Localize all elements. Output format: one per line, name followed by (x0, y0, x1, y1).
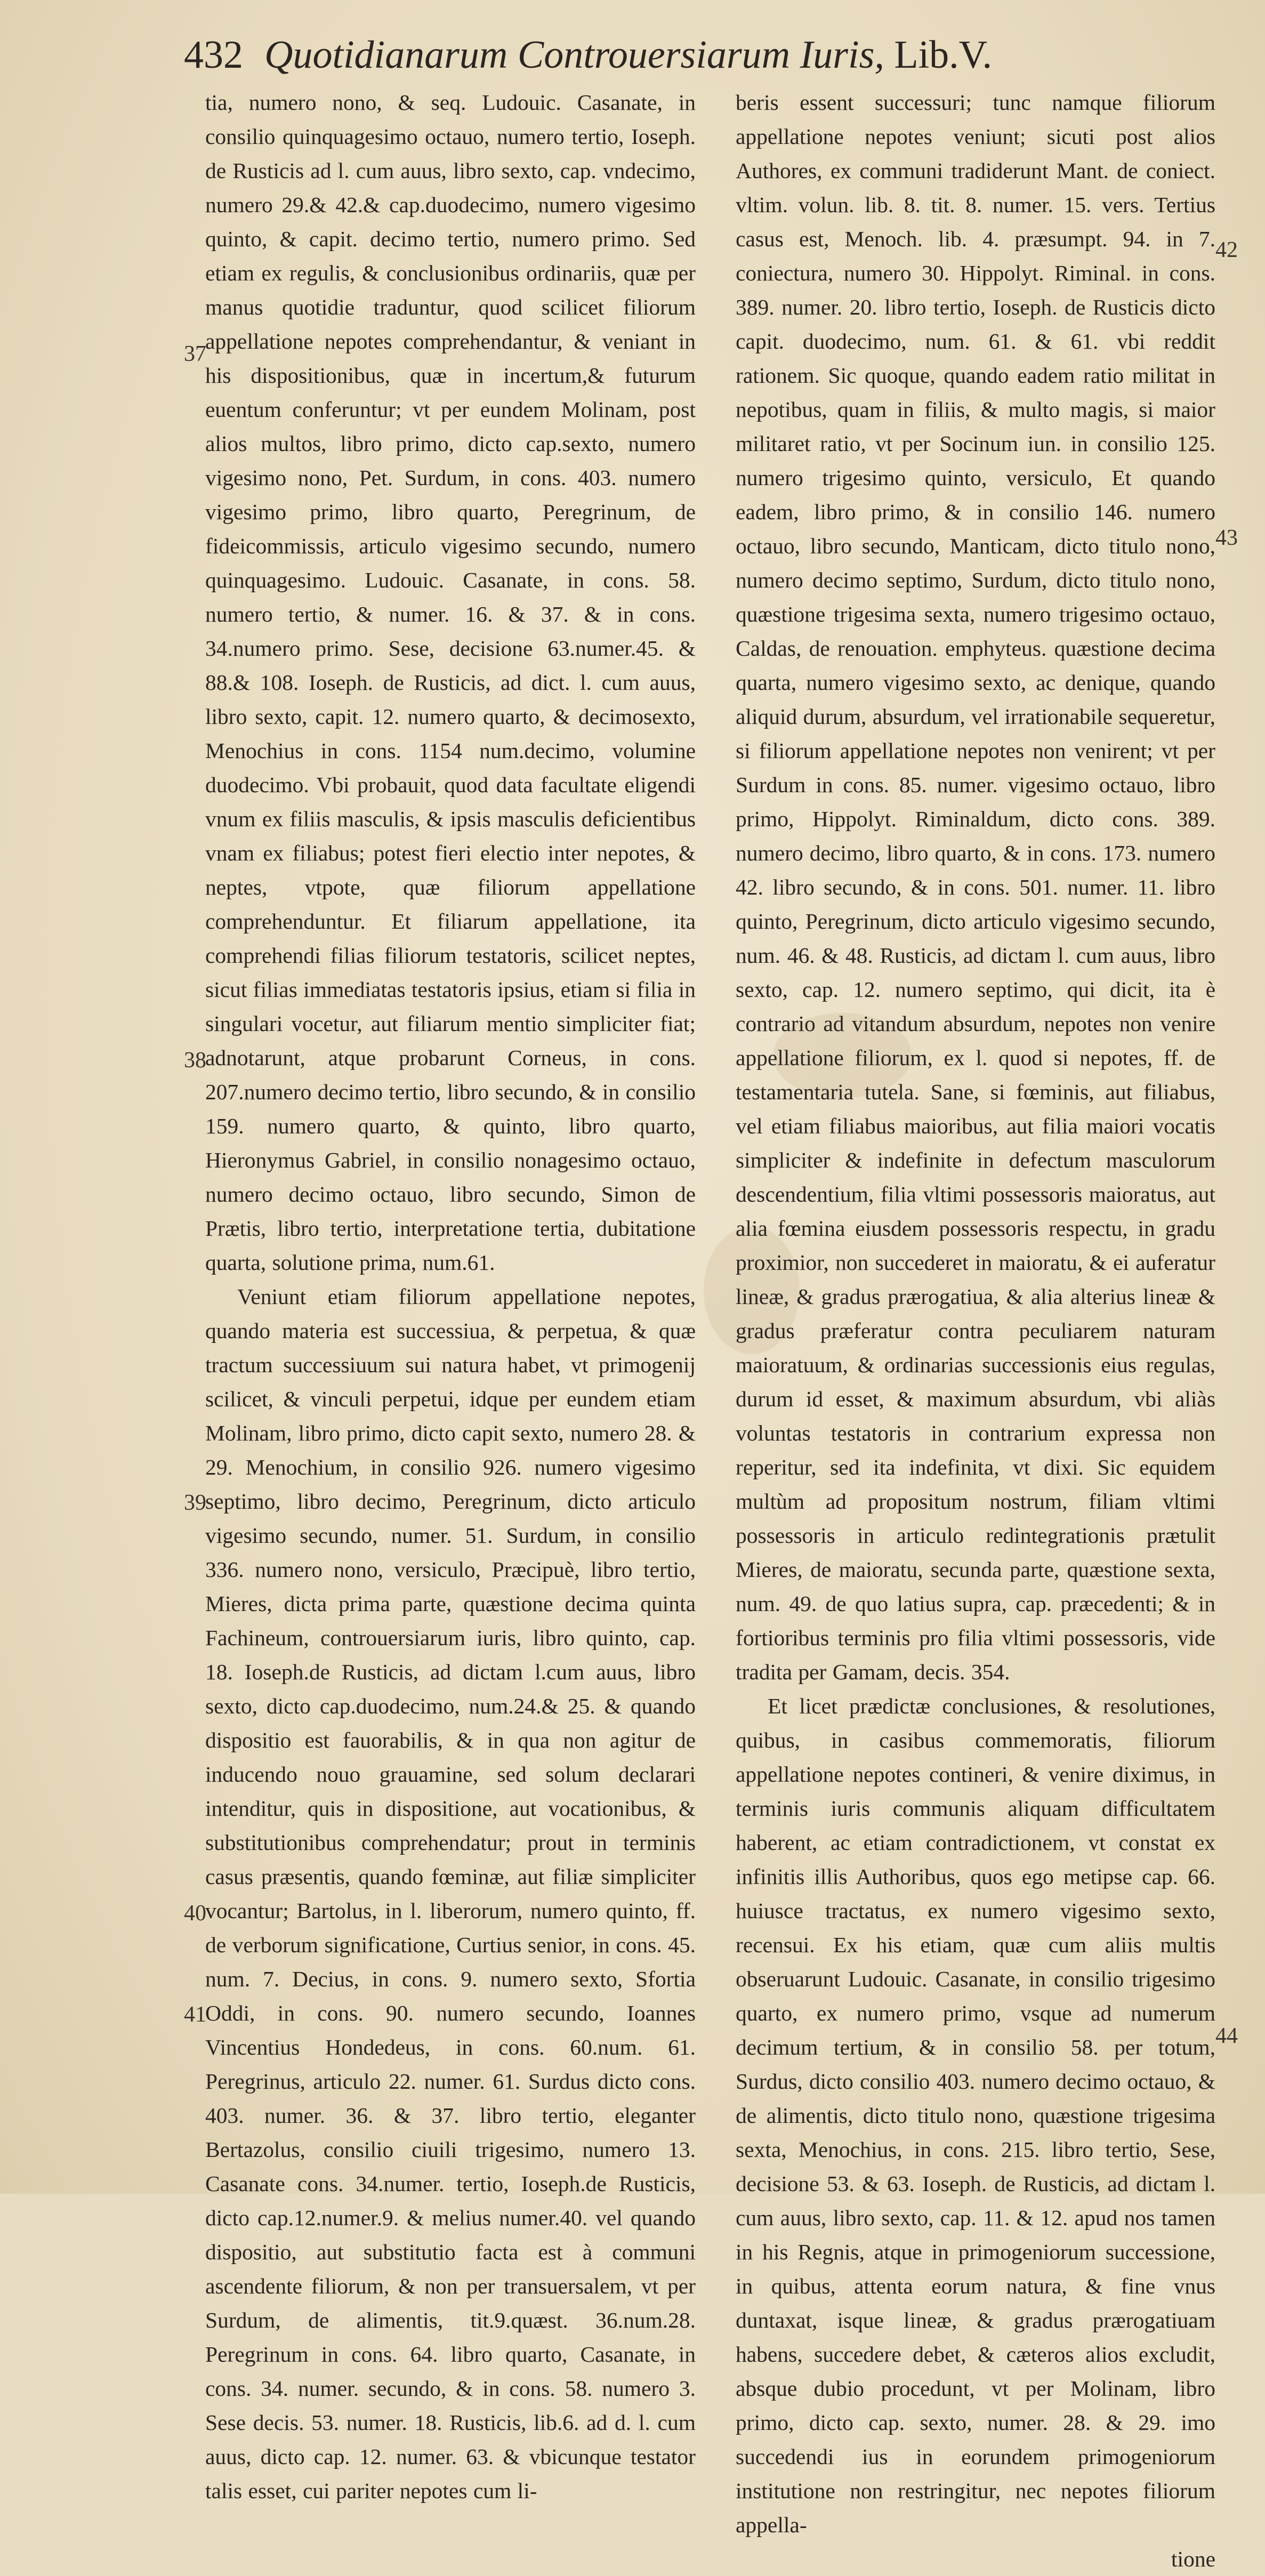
catchword: tione (1171, 2547, 1215, 2571)
left-paragraph-2: Veniunt etiam filiorum appellatione nepotes, quando materia est successiua, & perpetua, & quæ tractum successiuum sui natura habet, vt primogenij scilicet, & vinculi perpetui, idque per eundem etiam Molinam, libro primo, dicto capit sexto, numero 28. & 29. Menochium, in consilio 926. numero vigesimo septimo, libro decimo, Peregrinum, dicto articulo vigesimo secundo, numer. 51. Surdum, in consilio 336. numero nono, versiculo, Præcipuè, libro tertio, Mieres, dicta prima parte, quæstione decima quinta Fachineum, controuersiarum iuris, libro quinto, cap. 18. Ioseph.de Rusticis, ad dictam l.cum auus, libro sexto, dicto cap.duodecimo, num.24.& 25. & quando dispositio est fauorabilis, & in qua non agitur de inducendo nouo grauamine, sed solum declarari intenditur, quis in dispositione, aut vocationibus, & substitutionibus comprehendatur; prout in terminis casus præsentis, quando fœminæ, aut filiæ simpliciter vocantur; Bartolus, in l. liberorum, numero quinto, ff. de verborum significatione, Curtius senior, in cons. 45. num. 7. Decius, in cons. 9. numero sexto, Sfortia Oddi, in cons. 90. numero secundo, Ioannes Vincentius Hondedeus, in cons. 60.num. 61. Peregrinus, articulo 22. numer. 61. Surdus dicto cons. 403. numer. 36. & 37. libro tertio, eleganter Bertazolus, consilio ciuili trigesimo, numero 13. Casanate cons. 34.numer. tertio, Ioseph.de Rusticis, dicto cap.12.numer.9. & melius numer.40. vel quando dispositio, aut substitutio facta est à communi ascendente filiorum, & non per transuersalem, vt per Surdum, de alimentis, tit.9.quæst. 36.num.28. Peregrinum in cons. 64. libro quarto, Casanate, in cons. 34. numer. secundo, & in cons. 58. numero 3. Sese decis. 53. numer. 18. Rusticis, lib.6. ad d. l. cum auus, dicto cap. 12. numer. 63. & vbicunque testator talis esset, cui pariter nepotes cum li- (205, 1284, 696, 2503)
margin-number: 38 (184, 1048, 206, 1073)
left-paragraph-1: tia, numero nono, & seq. Ludouic. Casanate, in consilio quinquagesimo octauo, numero tertio, Ioseph. de Rusticis ad l. cum auus, libro sexto, cap. vndecimo, numero 29.& 42.& cap.duodecimo, numero vigesimo quinto, & capit. decimo tertio, numero primo. Sed etiam ex regulis, & conclusionibus ordinariis, quæ per manus quotidie traduntur, quod scilicet filiorum appellatione nepotes comprehendantur, & veniant in his dispositionibus, quæ in incertum,& futurum euentum conferuntur; vt per eundem Molinam, post alios multos, libro primo, dicto cap.sexto, numero vigesimo nono, Pet. Surdum, in cons. 403. numero vigesimo primo, libro quarto, Peregrinum, de fideicommissis, articulo vigesimo secundo, numero quinquagesimo. Ludouic. Casanate, in cons. 58. numero tertio, & numer. 16. & 37. & in cons. 34.numero primo. Sese, decisione 63.numer.45. & 88.& 108. Ioseph. de Rusticis, ad dict. l. cum auus, libro sexto, capit. 12. numero quarto, & decimosexto, Menochius in cons. 1154 num.decimo, volumine duodecimo. Vbi probauit, quod data facultate eligendi vnum ex filiis masculis, & ipsis masculis deficientibus vnam ex filiabus; potest fieri electio inter nepotes, & neptes, vtpote, quæ filiorum appellatione comprehenduntur. Et filiarum appellatione, ita comprehendi filias filiorum testatoris, scilicet neptes, sicut filias immediatas testatoris ipsius, etiam si filia in singulari vocetur, aut filiarum mentio simpliciter fiat; adnotarunt, atque probarunt Corneus, in cons. 207.numero decimo tertio, libro secundo, & in consilio 159. numero quarto, & quinto, libro quarto, Hieronymus Gabriel, in consilio nonagesimo octauo, numero decimo octauo, libro secundo, Simon de Prætis, libro tertio, interpretatione tertia, dubitatione quarta, solutione prima, num.61. (205, 90, 696, 1275)
right-column (736, 85, 1215, 2576)
right-paragraph-2: Et licet prædictæ conclusiones, & resolutiones, quibus, in casibus commemoratis, filiorum appellatione nepotes contineri, & venire diximus, in terminis iuris communis aliquam difficultatem haberent, ac etiam contradictionem, vt constat ex infinitis illis Authoribus, quos ego metipse cap. 66. huiusce tractatus, ex numero vigesimo sexto, recensui. Ex his etiam, quæ cum aliis multis obseruarunt Ludouic. Casanate, in consilio trigesimo quarto, ex numero primo, vsque ad numerum decimum tertium, & in consilio 58. per totum, Surdus, dicto consilio 403. numero decimo octauo, & de alimentis, dicto titulo nono, quæstione trigesima sexta, Menochius, in cons. 215. libro tertio, Sese, decisione 53. & 63. Ioseph. de Rusticis, ad dictam l. cum auus, libro sexto, cap. 11. & 12. apud nos tamen in his Regnis, atque in primogeniorum successione, in quibus, attenta eorum natura, & fine vnus duntaxat, isque lineæ, & gradus prærogatiuam habens, succedere debet, & cæteros alios excludit, absque dubio procedunt, vt per Molinam, libro primo, dicto cap. sexto, numer. 28. & 29. imo succedendi ius in eorundem primogeniorum institutione non restringitur, nec nepotes filiorum appella- (736, 1694, 1215, 2537)
margin-number: 42 (1215, 238, 1238, 262)
margin-number: 41 (184, 2002, 206, 2027)
right-paragraph-1: beris essent successuri; tunc namque filiorum appellatione nepotes veniunt; sicuti post alios Authores, ex communi tradiderunt Mant. de coniect. vltim. volun. lib. 8. tit. 8. numer. 15. vers. Tertius casus est, Menoch. lib. 4. præsumpt. 94. in 7. coniectura, numero 30. Hippolyt. Riminal. in cons. 389. numer. 20. libro tertio, Ioseph. de Rusticis dicto capit. duodecimo, num. 61. & 61. vbi reddit rationem. Sic quoque, quando eadem ratio militat in nepotibus, quam in filiis, & multo magis, si maior militaret ratio, vt per Socinum iun. in consilio 125. numero trigesimo quinto, versiculo, Et quando eadem, libro primo, & in consilio 146. numero octauo, libro secundo, Manticam, dicto titulo nono, numero decimo septimo, Surdum, dicto titulo nono, quæstione trigesima sexta, numero trigesimo octauo, Caldas, de renouation. emphyteus. quæstione decima quarta, numero vigesimo sexto, ac denique, quando aliquid durum, absurdum, vel irrationabile sequeretur, si filiorum appellatione nepotes non venirent; vt per Surdum in cons. 85. numer. vigesimo octauo, libro primo, Hippolyt. Riminaldum, dicto cons. 389. numero decimo, libro quarto, & in cons. 173. numero 42. libro secundo, & in cons. 501. numer. 11. libro quinto, Peregrinum, dicto articulo vigesimo secundo, num. 46. & 48. Rusticis, ad dictam l. cum auus, libro sexto, cap. 12. numero septimo, qui dicit, ita è contrario ad vitandum absurdum, nepotes non venire appellatione filiorum, ex l. quod si nepotes, ff. de testamentaria tutela. Sane, si fœminis, aut filiabus, vel etiam filiabus maioribus, aut filia maiori vocatis simpliciter & indefinite in defectum masculorum descendentium, filia vltimi possessoris maioratus, aut alia fœmina eiusdem possessoris respectu, in gradu proximior, non succederet in maioratu, & ei auferatur lineæ, & gradus prærogatiua, & alia alterius lineæ & gradus præferatur contra peculiarem naturam maioratuum, & ordinarias successionis eius regulas, durum id esset, & maximum absurdum, vbi aliàs voluntas testatoris in contrarium expressa non reperitur, sed ita indefinita, vt dixi. Sic equidem multùm ad propositum nostrum, filiam vltimi possessoris in articulo redintegrationis prætulit Mieres, de maioratu, secunda parte, quæstione sexta, num. 49. de quo latius supra, cap. præcedenti; & in fortioribus terminis pro filia vltimi possessoris, vide tradita per Gamam, decis. 354. (736, 90, 1215, 1684)
margin-number: 44 (1215, 2024, 1238, 2048)
book-number: Lib.V. (894, 33, 993, 77)
left-column (205, 85, 696, 2508)
margin-number: 43 (1215, 526, 1238, 550)
running-title: Quotidianarum Controuersiarum Iuris, (264, 33, 884, 77)
running-header (184, 31, 1058, 79)
margin-number: 40 (184, 1901, 206, 1926)
margin-number: 37 (184, 342, 206, 366)
page-number: 432 (184, 33, 243, 77)
margin-number: 39 (184, 1491, 206, 1515)
